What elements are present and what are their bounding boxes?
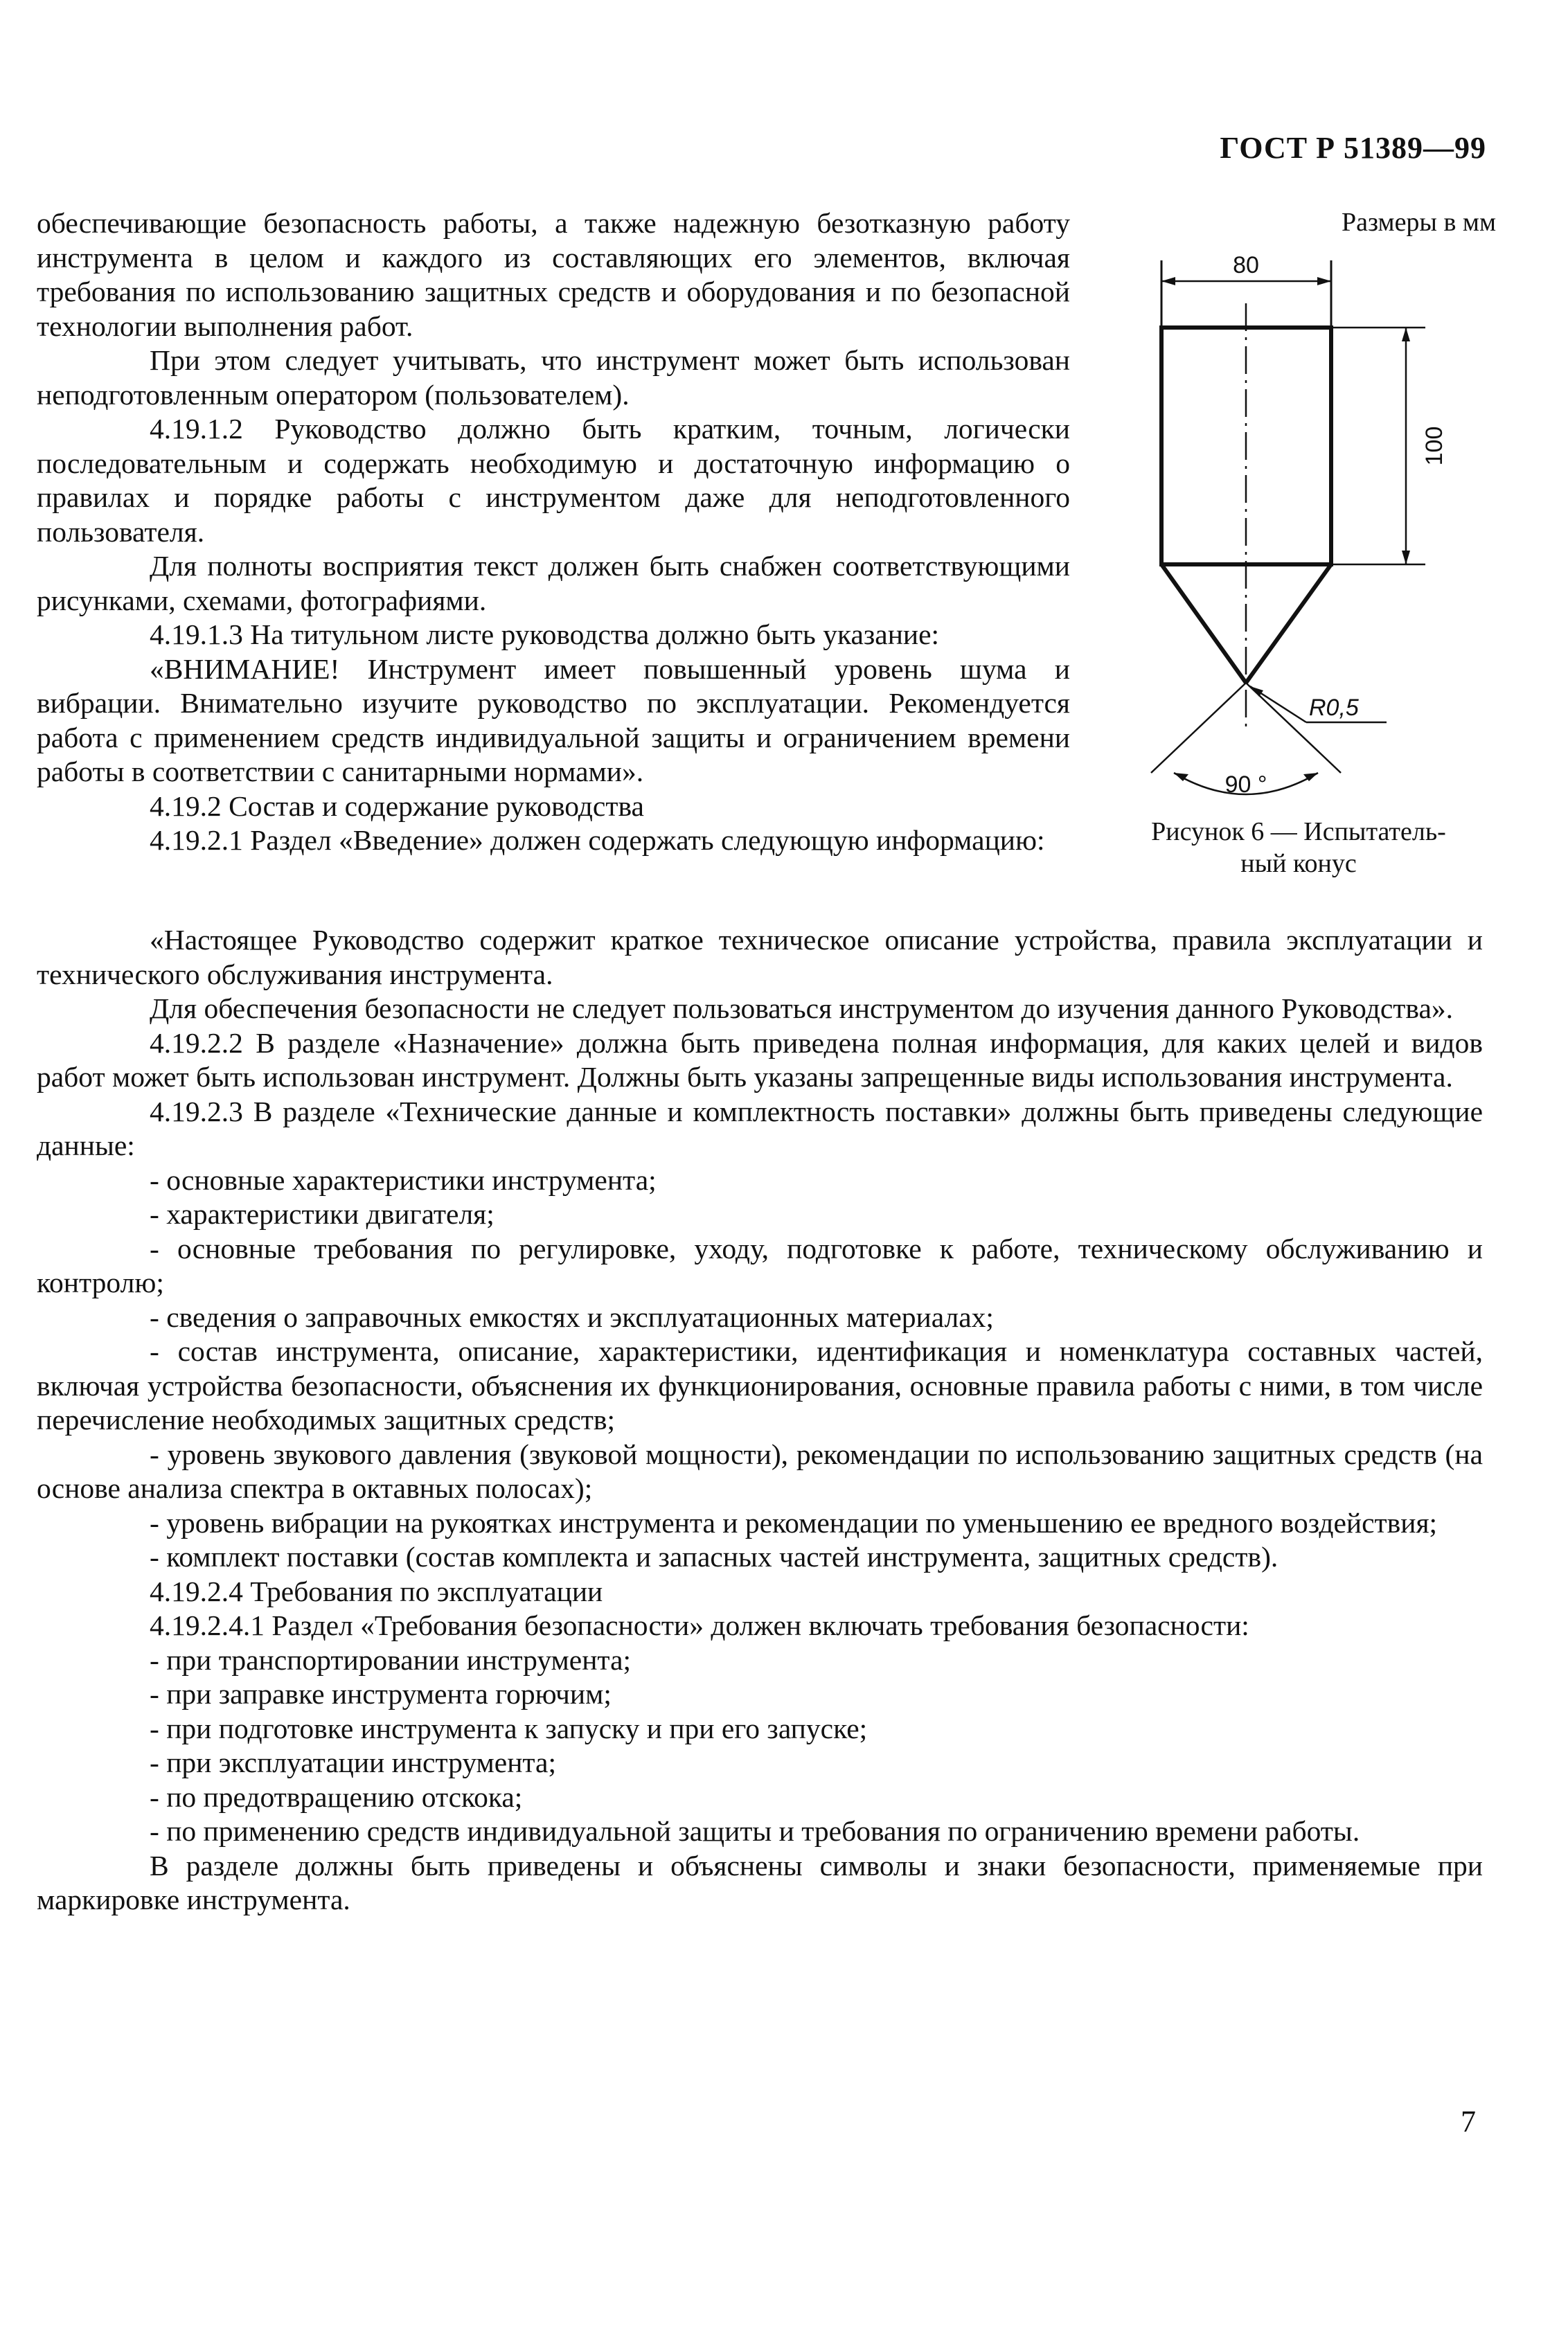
- arrow-right-icon: [1317, 277, 1331, 285]
- arrow-left-icon: [1161, 277, 1175, 285]
- cone-right-edge: [1246, 564, 1331, 683]
- paragraph: 4.19.2.3 В разделе «Технические данные и комплектность поставки» должны быть приведены следующие данные:: [37, 1095, 1483, 1161]
- paragraph: 4.19.1.3 На титульном листе руководства должно быть указание:: [150, 618, 940, 650]
- paragraph: - комплект поставки (состав комплекта и запасных частей инструмента, защитных средств).: [150, 1541, 1279, 1573]
- standard-code-header: ГОСТ Р 51389—99: [1220, 131, 1486, 165]
- paragraph: обеспечивающие безопасность работы, а также надежную безотказную работу инструмента в целом и каждого из составляющих его элементов, включая требования по использованию защитных средств и оборудования и по безопасной технологии выполнения работ.: [37, 207, 1070, 342]
- narrow-text-column: [37, 206, 1070, 858]
- figure-caption: [1101, 816, 1496, 879]
- paragraph: «Настоящее Руководство содержит краткое техническое описание устройства, правила эксплуатации и технического обслуживания инструмента.: [37, 924, 1483, 990]
- dim-angle-label: 90 °: [1224, 771, 1267, 798]
- figure-caption-line2: ный конус: [1240, 849, 1357, 878]
- figure-caption-line1: Рисунок 6 — Испытатель-: [1151, 817, 1446, 846]
- paragraph: - основные характеристики инструмента;: [150, 1163, 657, 1196]
- full-width-text-column: [37, 923, 1483, 1918]
- dim-width-label: 80: [1233, 252, 1259, 278]
- paragraph: - сведения о заправочных емкостях и эксплуатационных материалах;: [150, 1301, 994, 1333]
- paragraph: 4.19.2 Состав и содержание руководства: [150, 789, 644, 822]
- paragraph: 4.19.1.2 Руководство должно быть кратким, точным, логически последовательным и содержать необходимую и достаточную информацию о правилах и порядке работы с инструментом даже для неподготовленного пользователя.: [37, 413, 1070, 548]
- paragraph: Для полноты восприятия текст должен быть снабжен соответствующими рисунками, схемами, фотографиями.: [37, 550, 1070, 616]
- paragraph: 4.19.2.4.1 Раздел «Требования безопасности» должен включать требования безопасности:: [150, 1609, 1249, 1641]
- paragraph: - основные требования по регулировке, уходу, подготовке к работе, техническому обслуживанию и контролю;: [37, 1232, 1483, 1298]
- paragraph: - при заправке инструмента горючим;: [150, 1678, 612, 1710]
- radius-arrow-icon: [1250, 686, 1263, 697]
- figure-units-label: Размеры в мм: [1342, 208, 1496, 237]
- paragraph: 4.19.2.4 Требования по эксплуатации: [150, 1575, 603, 1607]
- arrow-up-icon: [1402, 328, 1410, 341]
- paragraph: - при транспортировании инструмента;: [150, 1643, 632, 1676]
- paragraph: - уровень звукового давления (звуковой мощности), рекомендации по использованию защитных средств (на основе анализа спектра в октавных полосах);: [37, 1438, 1483, 1504]
- paragraph: «ВНИМАНИЕ! Инструмент имеет повышенный уровень шума и вибрации. Внимательно изучите руководство по эксплуатации. Рекомендуется работа с применением средств индивидуальной защиты и ограничением времени работы в соответствии с санитарными нормами».: [37, 652, 1070, 787]
- paragraph: - состав инструмента, описание, характеристики, идентификация и номенклатура составных частей, включая устройства безопасности, объяснения их функционирования, основные правила работы с ними, в том числе перечисление необходимых защитных средств;: [37, 1335, 1483, 1436]
- figure-test-cone: [1101, 206, 1496, 892]
- paragraph: Для обеспечения безопасности не следует пользоваться инструментом до изучения данного Руководства».: [150, 992, 1453, 1024]
- test-cone-drawing: [1101, 206, 1496, 816]
- dim-height-label: 100: [1421, 426, 1447, 466]
- paragraph: - по применению средств индивидуальной защиты и требования по ограничению времени работы.: [150, 1815, 1360, 1847]
- paragraph: - при эксплуатации инструмента;: [150, 1747, 556, 1778]
- paragraph: - по предотвращению отскока;: [150, 1780, 523, 1813]
- cone-left-edge: [1161, 564, 1246, 683]
- paragraph: - уровень вибрации на рукоятках инструмента и рекомендации по уменьшению ее вредного воздействия;: [150, 1506, 1438, 1539]
- paragraph: При этом следует учитывать, что инструмент может быть использован неподготовленным оператором (пользователем).: [37, 344, 1070, 411]
- paragraph: 4.19.2.1 Раздел «Введение» должен содержать следующую информацию:: [150, 824, 1045, 856]
- angle-extension-left: [1151, 683, 1246, 773]
- paragraph: В разделе должны быть приведены и объяснены символы и знаки безопасности, применяемые при маркировке инструмента.: [37, 1849, 1483, 1915]
- paragraph: 4.19.2.2 В разделе «Назначение» должна быть приведена полная информация, для каких целей и видов работ может быть использован инструмент. Должны быть указаны запрещенные виды использования инструмента.: [37, 1026, 1483, 1093]
- arrow-down-icon: [1402, 551, 1410, 564]
- dim-radius-label: R0,5: [1309, 695, 1359, 721]
- paragraph: - при подготовке инструмента к запуску и при его запуске;: [150, 1712, 868, 1744]
- page-number: 7: [1461, 2105, 1476, 2138]
- paragraph: - характеристики двигателя;: [150, 1198, 495, 1230]
